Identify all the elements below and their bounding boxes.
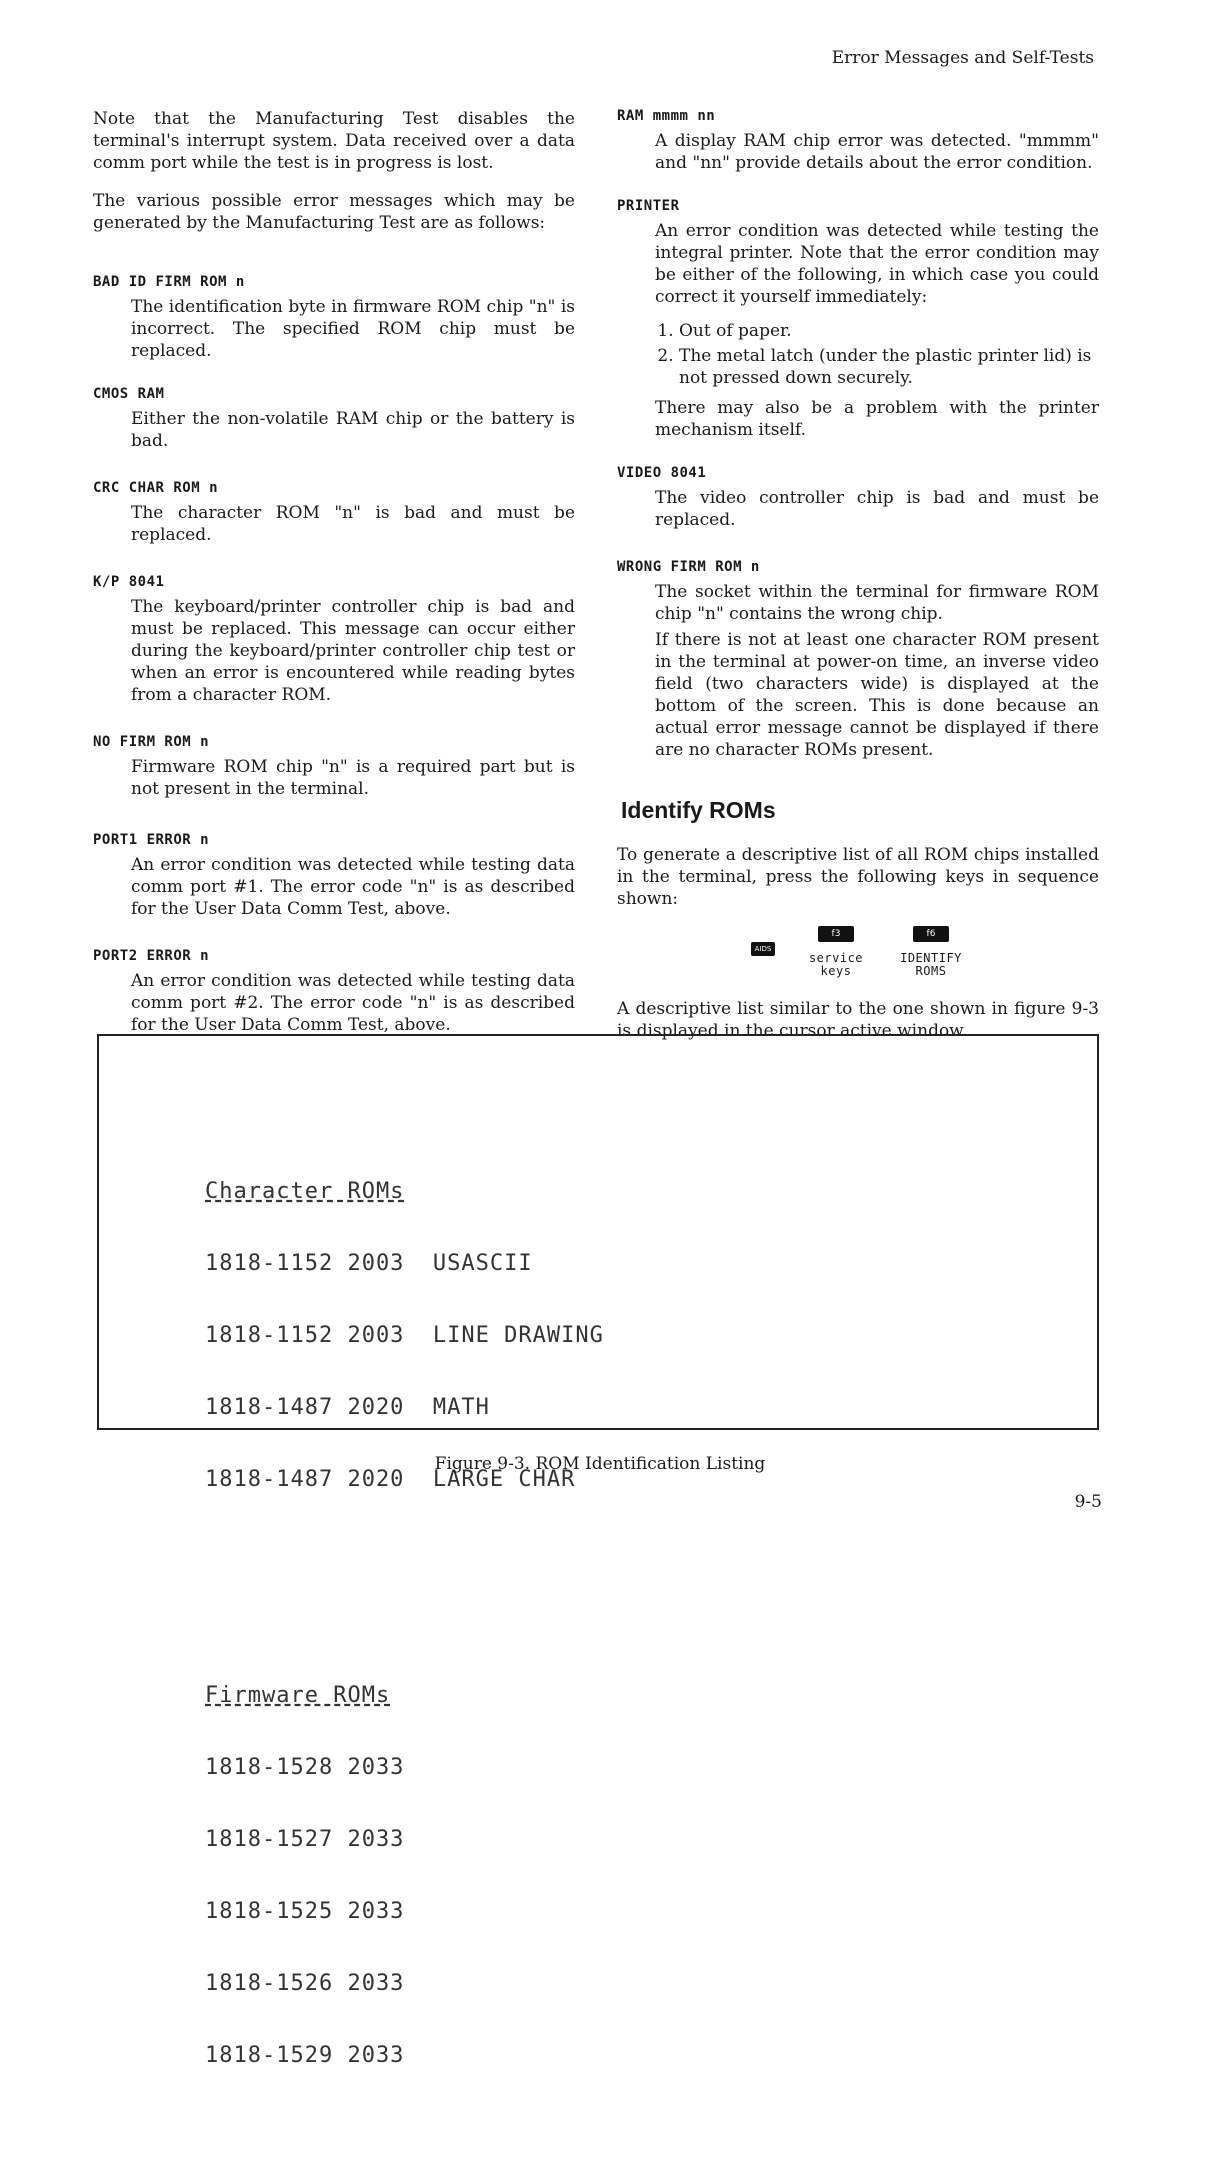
error-code: PORT1 ERROR n — [93, 832, 210, 848]
running-header: Error Messages and Self-Tests — [831, 48, 1094, 68]
printer-note: There may also be a problem with the printer mechanism itself. — [655, 398, 1099, 440]
after-keys-paragraph: A descriptive list similar to the one shown in figure 9-3 is displayed in the cursor active window. — [617, 999, 1099, 1041]
intro-paragraph-1: Note that the Manufacturing Test disables the terminal's interrupt system. Data received over a data comm port while the test is in progress is lost. — [93, 109, 575, 173]
error-description: The character ROM "n" is bad and must be replaced. — [131, 503, 575, 545]
error-code: PORT2 ERROR n — [93, 948, 210, 964]
rom-row: 1818-1152 2003 USASCII — [205, 1251, 533, 1276]
error-entry — [93, 274, 575, 362]
key-sequence — [617, 922, 1099, 988]
rom-row: 1818-1487 2020 MATH — [205, 1395, 490, 1420]
error-description: Firmware ROM chip "n" is a required part but is not present in the terminal. — [131, 757, 575, 799]
error-entry — [93, 948, 575, 1036]
rom-listing-screen — [205, 1084, 604, 2164]
identify-paragraph: To generate a descriptive list of all ROM chips installed in the terminal, press the following keys in sequence shown: — [617, 845, 1099, 909]
error-description: An error condition was detected while testing data comm port #1. The error code "n" is as described for the User Data Comm Test, above. — [131, 855, 575, 919]
error-entry-printer — [617, 198, 1099, 441]
error-entry-video — [617, 465, 1099, 531]
error-entry-ram — [617, 108, 1099, 174]
error-code: K/P 8041 — [93, 574, 165, 590]
error-description: An error condition was detected while testing the integral printer. Note that the error condition may be either of the following, in which case you could correct it yourself immediately: — [655, 221, 1099, 307]
f3-key-icon: f3 — [818, 926, 854, 942]
character-roms-group — [205, 1132, 604, 1540]
error-code: WRONG FIRM ROM n — [617, 559, 760, 575]
error-entry — [93, 480, 575, 546]
f3-key-label: service keys — [808, 951, 864, 978]
error-code: PRINTER — [617, 198, 680, 214]
error-code: BAD ID FIRM ROM n — [93, 274, 245, 290]
intro-paragraph-2: The various possible error messages which may be generated by the Manufacturing Test are as follows: — [93, 191, 575, 233]
error-description: The keyboard/printer controller chip is bad and must be replaced. This message can occur either during the keyboard/printer controller chip test or when an error is encountered while reading bytes from a character ROM. — [131, 597, 575, 705]
error-code: VIDEO 8041 — [617, 465, 707, 481]
error-entry-wrong-firm — [617, 559, 1099, 761]
error-entry — [93, 832, 575, 920]
rom-row: 1818-1526 2033 — [205, 1971, 405, 1996]
aids-key-icon: AIDS — [751, 942, 775, 956]
firmware-roms-title: Firmware ROMs — [205, 1683, 391, 1708]
rom-row: 1818-1525 2033 — [205, 1899, 405, 1924]
rom-row: 1818-1152 2003 LINE DRAWING — [205, 1323, 604, 1348]
error-code: CMOS RAM — [93, 386, 165, 402]
error-code: CRC CHAR ROM n — [93, 480, 219, 496]
error-code: RAM mmmm nn — [617, 108, 716, 124]
list-item: 2. The metal latch (under the plastic printer lid) is not pressed down securely. — [679, 345, 1099, 389]
page-number: 9-5 — [1074, 1492, 1102, 1512]
left-column — [93, 108, 575, 1036]
error-description: An error condition was detected while testing data comm port #2. The error code "n" is as described for the User Data Comm Test, above. — [131, 971, 575, 1035]
printer-cause-list — [617, 320, 1099, 389]
rom-row: 1818-1527 2033 — [205, 1827, 405, 1852]
section-heading: Identify ROMs — [621, 797, 776, 823]
rom-row: 1818-1528 2033 — [205, 1755, 405, 1780]
rom-row: 1818-1529 2033 — [205, 2043, 405, 2068]
f6-key-icon: f6 — [913, 926, 949, 942]
list-item: 1. Out of paper. — [679, 320, 1099, 342]
error-description: The socket within the terminal for firmware ROM chip "n" contains the wrong chip. — [655, 582, 1099, 624]
error-description: The identification byte in firmware ROM chip "n" is incorrect. The specified ROM chip must be replaced. — [131, 297, 575, 361]
error-entry — [93, 574, 575, 706]
right-column — [617, 108, 1099, 1042]
error-description: Either the non-volatile RAM chip or the battery is bad. — [131, 409, 575, 451]
character-roms-title: Character ROMs — [205, 1179, 405, 1204]
error-entry — [93, 734, 575, 800]
error-description: A display RAM chip error was detected. "mmmm" and "nn" provide details about the error condition. — [655, 131, 1099, 173]
error-description: The video controller chip is bad and must be replaced. — [655, 488, 1099, 530]
error-code: NO FIRM ROM n — [93, 734, 210, 750]
firmware-roms-group — [205, 1636, 604, 2116]
figure-caption: Figure 9-3. ROM Identification Listing — [434, 1454, 766, 1474]
error-entry — [93, 386, 575, 452]
rom-row: 1818-1487 2020 LARGE CHAR — [205, 1467, 576, 1492]
f6-key-label: IDENTIFY ROMS — [900, 951, 962, 978]
error-description: If there is not at least one character ROM present in the terminal at power-on time, an inverse video field (two characters wide) is displayed at the bottom of the screen. This is done because an actual error message cannot be displayed if there are no character ROMs present. — [655, 630, 1099, 760]
